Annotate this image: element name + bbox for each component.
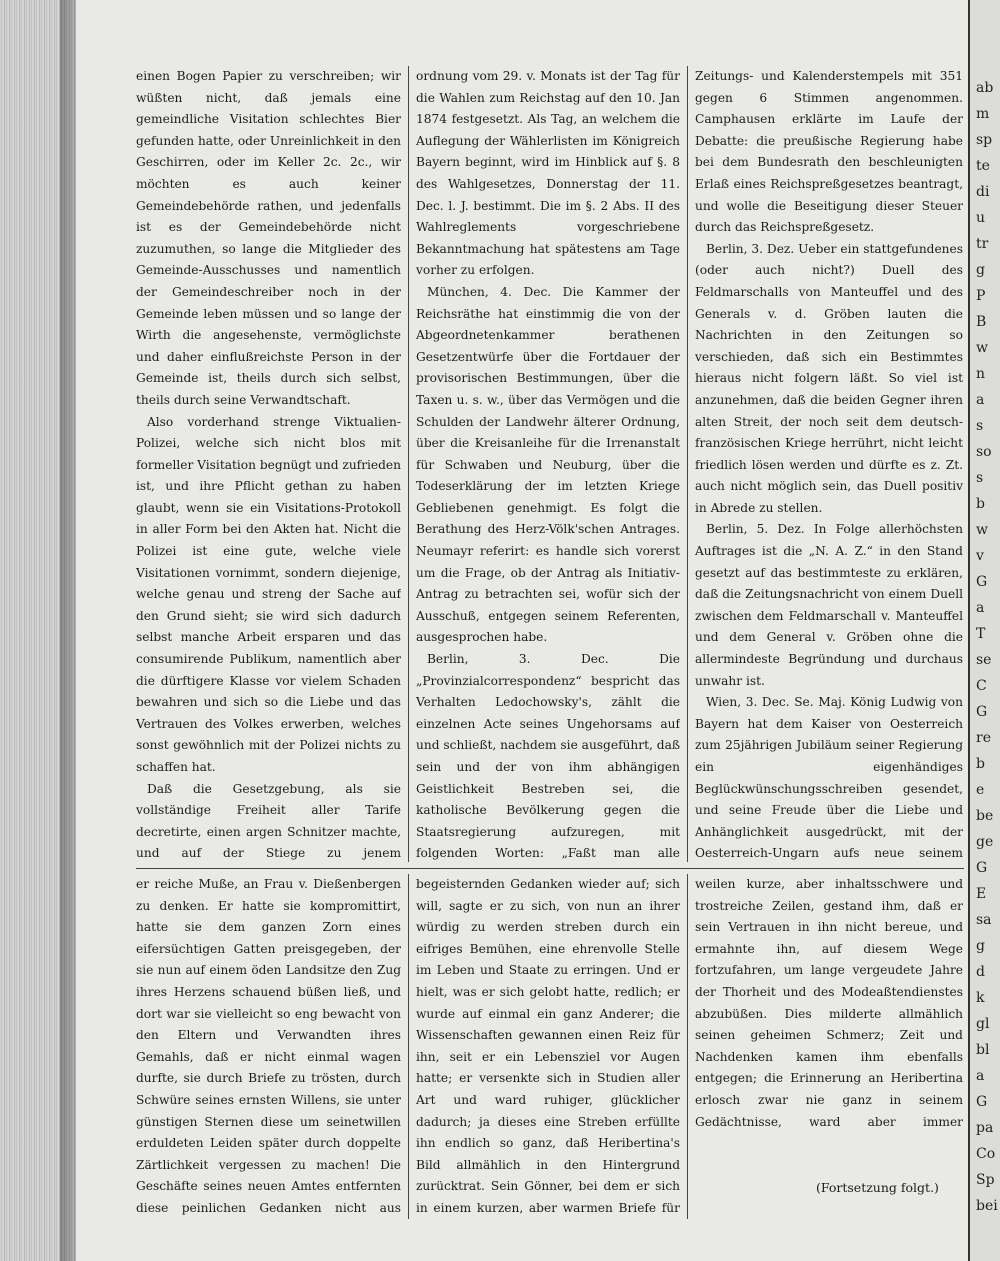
next-page-text-fragment: se bbox=[976, 652, 992, 668]
next-page-text-fragment: bei bbox=[976, 1198, 998, 1214]
column-bottom-1 bbox=[136, 874, 401, 1219]
continuation-note: (Fortsetzung folgt.) bbox=[816, 1180, 939, 1195]
paragraph: München, 4. Dec. Die Kammer der Reichsräthe hat einstimmig die von der Abgeordnetenkammer berathenen Gesetzentwürfe über die Fortdauer der provisorischen Bestimmungen, über die Taxen u. s. w., über das Vermögen und die Schulden der Landwehr älterer Ordnung, über die Kreisanleihe für die Irrenanstalt für Schwaben und Neuburg, über die Todeserklärung der im letzten Kriege Gebliebenen genehmigt. Es folgt die Berathung des Herz-Völk'schen Antrages. Neumayr referirt: es handle sich vorerst um die Frage, ob der Antrag als Initiativ-Antrag zu betrachten sei, wofür sich der Ausschuß, entgegen seinem Referenten, ausgesprochen habe. bbox=[416, 284, 680, 645]
paragraph: Also vorderhand strenge Viktualien-Polizei, welche sich nicht blos mit formeller Visitation begnügt und zufrieden ist, und ihre Pflicht gethan zu haben glaubt, wenn sie ein Visitations-Protokoll in aller Form bei den Akten hat. Nicht die Polizei ist eine gute, welche viele Visitationen vornimmt, sondern diejenige, welche genau und streng der Sache auf den Grund sieht; sie wird sich dadurch selbst manche Arbeit ersparen und das consumirende Publikum, namentlich aber die dürftigere Klasse vor vielem Schaden bewahren und sich so die Liebe und das Vertrauen des Volkes erwerben, welches sonst gewöhnlich mit der Polizei nichts zu schaffen hat. bbox=[136, 414, 401, 774]
column-divider bbox=[408, 874, 409, 1219]
next-page-text-fragment: sa bbox=[976, 912, 992, 928]
next-page-text-fragment: G bbox=[976, 1094, 988, 1110]
next-page-text-fragment: di bbox=[976, 184, 990, 200]
paragraph: Zeitungs- und Kalenderstempels mit 351 gegen 6 Stimmen angenommen. Camphausen erklärte im Laufe der Debatte: die preußische Regierung habe bei dem Bundesrath den beschleunigten Erlaß eines Reichspreßgesetzes beantragt, und wolle die Beseitigung dieser Steuer durch das Reichspreßgesetz. bbox=[695, 69, 963, 235]
paragraph: Daß die Gesetzgebung, als sie vollständige Freiheit aller Tarife decretirte, einen argen Schnitzer machte, und auf der Stiege zu jenem bbox=[136, 781, 401, 861]
next-page-text-fragment: P bbox=[976, 288, 986, 304]
paragraph: einen Bogen Papier zu verschreiben; wir wüßten nicht, daß jemals eine gemeindliche Visitation schlechtes Bier gefunden hatte, oder Unreinlichkeit in den Geschirren, oder im Keller 2c. 2c., wir möchten es auch keiner Gemeindebehörde rathen, und jedenfalls ist es der Gemeindebehörde nicht zuzumuthen, so lange die Mitglieder des Gemeinde-Ausschusses und namentlich der Gemeindeschreiber noch in der Gemeinde leben müssen und so lange der Wirth die angesehenste, vermöglichste und daher einflußreichste Person in der Gemeinde ist, theils durch sich selbst, theils durch seine Verwandtschaft. bbox=[136, 69, 401, 407]
next-page-text-fragment: s bbox=[976, 418, 984, 434]
next-page-text-fragment: ab bbox=[976, 80, 994, 96]
next-page-text-fragment: re bbox=[976, 730, 991, 746]
next-page-text-fragment: G bbox=[976, 704, 988, 720]
next-page-text-fragment: e bbox=[976, 782, 985, 798]
feuilleton-separator bbox=[136, 868, 964, 869]
next-page-text-fragment: G bbox=[976, 574, 988, 590]
column-top-2 bbox=[416, 66, 680, 866]
next-page-text-fragment: be bbox=[976, 808, 994, 824]
next-page-text-fragment: a bbox=[976, 600, 985, 616]
paragraph: Berlin, 3. Dez. Ueber ein stattgefundenes (oder auch nicht?) Duell des Feldmarschalls von Manteuffel und des Generals v. d. Gröben lauten die Nachrichten in den Zeitungen so verschieden, daß sich ein Bestimmtes hieraus nicht folgern läßt. So viel ist anzunehmen, daß die beiden Gegner ihren alten Streit, der noch seit dem deutsch-französischen Kriege herrührt, nicht leicht friedlich lösen werden und dürfte es z. Zt. auch nicht möglich sein, das Duell positiv in Abrede zu stellen. bbox=[695, 241, 963, 515]
next-page-text-fragment: d bbox=[976, 964, 985, 980]
paragraph: ordnung vom 29. v. Monats ist der Tag für die Wahlen zum Reichstag auf den 10. Jan 1874 festgesetzt. Als Tag, an welchem die Auflegung der Wählerlisten im Königreich Bayern beginnt, wird im Hinblick auf §. 8 des Wahlgesetzes, Donnerstag der 11. Dec. l. J. bestimmt. Die im §. 2 Abs. II des Wahlreglements vorgeschriebene Bekanntmachung hat spätestens am Tage vorher zu erfolgen. bbox=[416, 69, 680, 278]
newspaper-page bbox=[76, 0, 968, 1261]
next-page-text-fragment: gl bbox=[976, 1016, 990, 1032]
next-page-text-fragment: so bbox=[976, 444, 992, 460]
column-bottom-3 bbox=[695, 874, 963, 1134]
paragraph: Berlin, 5. Dez. In Folge allerhöchsten Auftrages ist die „N. A. Z.“ in den Stand gesetzt auf das bestimmteste zu erklären, daß die Zeitungsnachricht von einem Duell zwischen dem Feldmarschall v. Manteuffel und dem General v. Gröben ohne die allermindeste Begründung und durchaus unwahr ist. bbox=[695, 522, 963, 688]
next-page-text-fragment: E bbox=[976, 886, 987, 902]
next-page-text-fragment: Sp bbox=[976, 1172, 995, 1188]
column-top-3 bbox=[695, 66, 963, 866]
next-page-text-fragment: g bbox=[976, 938, 985, 954]
paragraph: Berlin, 3. Dec. Die „Provinzialcorrespondenz“ bespricht das Verhalten Ledochowsky's, zählt die einzelnen Acte seines Ungehorsams auf und schließt, nachdem sie ausgeführt, daß sein und der von ihm abhängigen Geistlichkeit Bestreben sei, die katholische Bevölkerung gegen die Staatsregierung aufzuregen, mit folgenden Worten: „Faßt man alle bbox=[416, 652, 680, 861]
column-divider bbox=[687, 66, 688, 862]
next-page-text-fragment: a bbox=[976, 392, 985, 408]
next-page-text-fragment: a bbox=[976, 1068, 985, 1084]
next-page-text-fragment: w bbox=[976, 340, 988, 356]
next-page-text-fragment: sp bbox=[976, 132, 993, 148]
next-page-text-fragment: bl bbox=[976, 1042, 990, 1058]
next-page-text-fragment: n bbox=[976, 366, 986, 382]
next-page-text-fragment: te bbox=[976, 158, 990, 174]
next-page-text-fragment: b bbox=[976, 496, 985, 512]
next-page-text-fragment: Co bbox=[976, 1146, 996, 1162]
next-page-text-fragment: m bbox=[976, 106, 990, 122]
next-page-text-fragment: ge bbox=[976, 834, 994, 850]
next-page-text-fragment: v bbox=[976, 548, 984, 564]
next-page-text-fragment: k bbox=[976, 990, 985, 1006]
next-page-text-fragment: s bbox=[976, 470, 984, 486]
paragraph: Wien, 3. Dec. Se. Maj. König Ludwig von Bayern hat dem Kaiser von Oesterreich zum 25jährigen Jubiläum seiner Regierung ein eigenhändiges Beglückwünschungsschreiben gesendet, und seine Freude über die Liebe und Anhänglichkeit ausgedrückt, mit der Oesterreich-Ungarn aufs neue seinem bbox=[695, 695, 963, 861]
column-top-1 bbox=[136, 66, 401, 866]
paragraph: weilen kurze, aber inhaltsschwere und trostreiche Zeilen, gestand ihm, daß er sein Vertrauen in ihn nicht bereue, und ermahnte ihn, auf diesem Wege fortzufahren, um lange vergeudete Jahre der Thorheit und des Modeaßtendienstes abzubüßen. Dies milderte allmählich seinen geheimen Schmerz; Zeit und Nachdenken kamen ihm ebenfalls entgegen; die Erinnerung an Heribertina erlosch zwar nie ganz in seinem Gedächtnisse, ward aber immer bbox=[695, 877, 963, 1129]
next-page-text-fragment: B bbox=[976, 314, 987, 330]
paragraph: er reiche Muße, an Frau v. Dießenbergen zu denken. Er hatte sie kompromittirt, hatte sie dem ganzen Zorn eines eifersüchtigen Gatten preisgegeben, der sie nun auf einem öden Landsitze den Zug ihres Herzens schauend büßen ließ, und dort war sie vielleicht so eng bewacht von den Eltern und Verwandten ihres Gemahls, daß er nicht einmal wagen durfte, sie durch Briefe zu trösten, durch Schwüre seines ernsten Willens, sie unter günstigen Sternen diese um seinetwillen erduldeten Leiden später durch doppelte Zärtlichkeit vergessen zu machen! Die Geschäfte seines neuen Amtes entfernten diese peinlichen Gedanken nicht aus bbox=[136, 877, 401, 1215]
column-bottom-2 bbox=[416, 874, 680, 1219]
next-page-text-fragment: tr bbox=[976, 236, 989, 252]
column-divider bbox=[687, 874, 688, 1219]
next-page-text-fragment: G bbox=[976, 860, 988, 876]
next-page-text-fragment: b bbox=[976, 756, 985, 772]
adjacent-page-edge bbox=[968, 0, 1000, 1261]
next-page-text-fragment: u bbox=[976, 210, 986, 226]
paragraph: begeisternden Gedanken wieder auf; sich will, sagte er zu sich, von nun an ihrer würdig zu werden streben durch ein eifriges Bemühen, eine ehrenvolle Stelle im Leben und Staate zu erringen. Und er hielt, was er sich gelobt hatte, redlich; er wurde auf einmal ein ganz Anderer; die Wissenschaften gewannen einen Reiz für ihn, seit er ein Lebensziel vor Augen hatte; er versenkte sich in Studien aller Art und ward ruhiger, glücklicher dadurch; ja dieses eine Streben erfüllte ihn endlich so ganz, daß Heribertina's Bild allmählich in den Hintergrund zurücktrat. Sein Gönner, bei dem er sich in einem kurzen, aber warmen Briefe für bbox=[416, 877, 680, 1215]
next-page-text-fragment: C bbox=[976, 678, 987, 694]
next-page-text-fragment: g bbox=[976, 262, 985, 278]
next-page-text-fragment: T bbox=[976, 626, 986, 642]
column-divider bbox=[408, 66, 409, 862]
next-page-text-fragment: w bbox=[976, 522, 988, 538]
next-page-text-fragment: pa bbox=[976, 1120, 994, 1136]
